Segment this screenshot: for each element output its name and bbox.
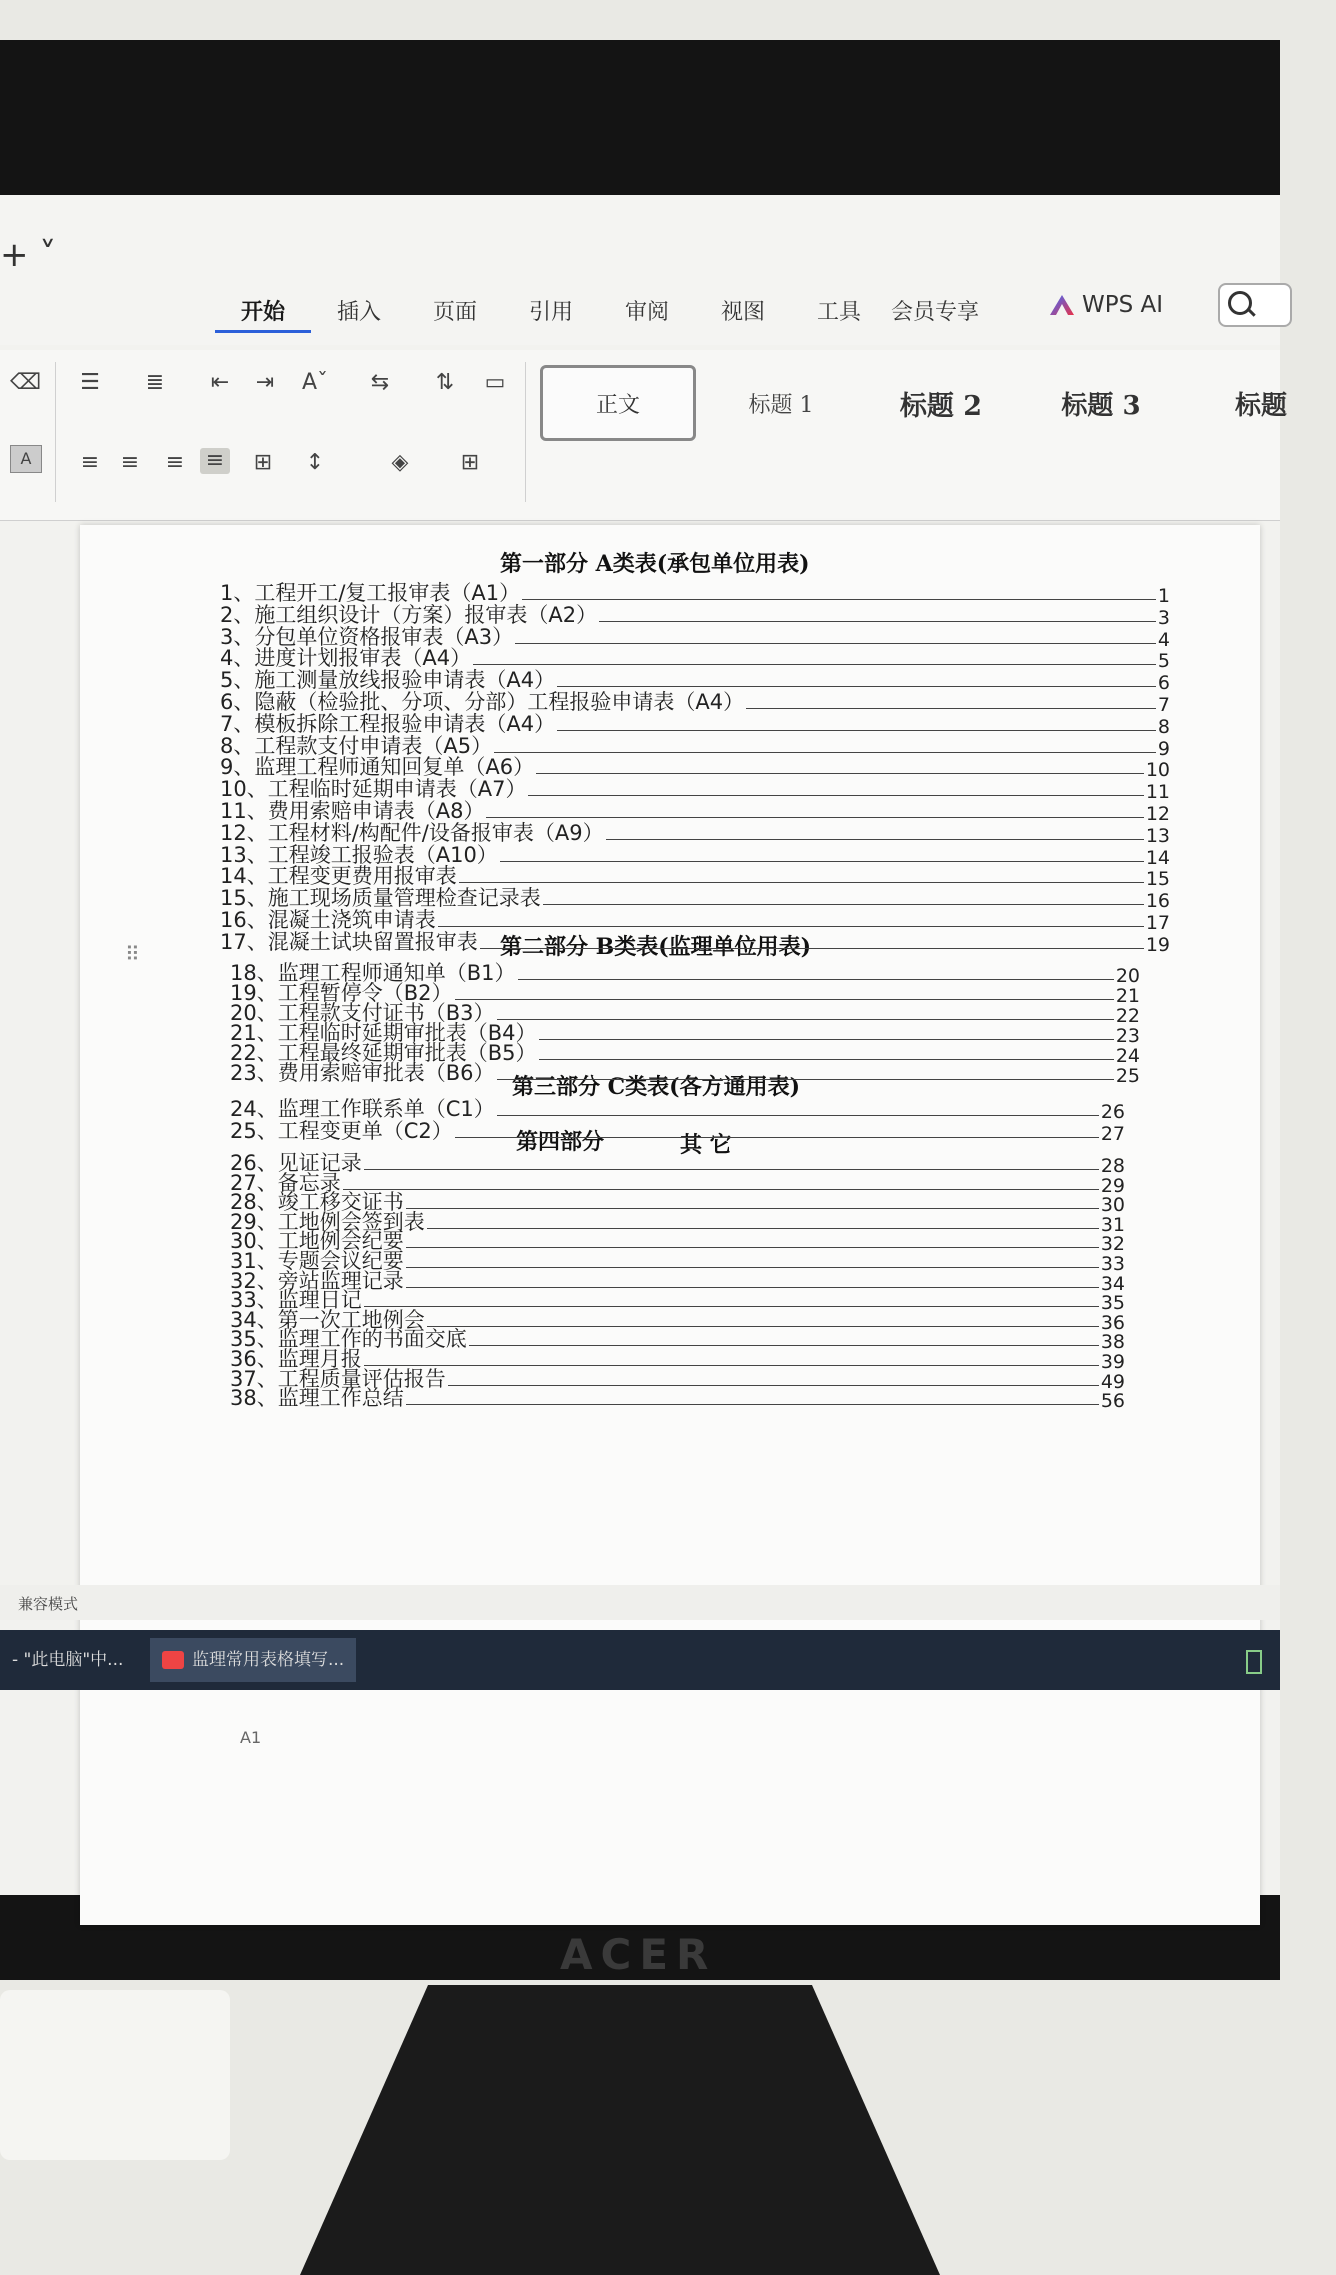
toc-entry-page: 19 [1145,933,1170,956]
toc-entry-page: 24 [1115,1045,1140,1067]
align-center-icon[interactable]: ≡ [120,450,140,475]
toc-entry-label: 4、进度计划报审表（A4） [220,646,472,671]
toc-entry-page: 5 [1157,650,1170,673]
tab-member[interactable]: 会员专享 [890,300,979,325]
divider [525,362,526,502]
toc-entry-label: 10、工程临时延期申请表（A7） [220,777,527,802]
toc-entry-label: 9、监理工程师通知回复单（A6） [220,755,535,780]
toc-leader-line [455,1137,1099,1138]
borders-icon[interactable]: ⊞ [460,450,480,475]
tab-page[interactable]: 页面 [432,300,477,325]
toc-entry[interactable] [230,1057,1140,1087]
screen [0,195,1287,1895]
toc-leader-line [480,948,1144,949]
toc-entry-page: 35 [1100,1292,1125,1315]
align-left-icon[interactable]: ≡ [80,450,100,475]
toc-leader-line [406,1404,1099,1405]
toc-entry-page: 14 [1145,846,1170,869]
tab-references[interactable]: 引用 [528,300,573,325]
toc-entry-label: 8、工程款支付申请表（A5） [220,733,493,758]
style-gallery [540,365,1336,441]
wps-icon [162,1651,184,1669]
drag-handle-icon[interactable]: ⠿ [125,942,140,966]
taskbar-item-wps[interactable] [150,1638,356,1682]
section-heading-d-other: 其 它 [680,1132,732,1158]
toc-entry-page: 16 [1145,890,1170,913]
ribbon-tabs [215,295,983,333]
toc-entry-page: 56 [1100,1390,1125,1413]
page-footer-mark: A1 [240,1728,262,1747]
section-heading-d: 第四部分 [516,1129,605,1155]
toc-entry-label: 31、专题会议纪要 [230,1249,404,1273]
toc-entry-label: 14、工程变更费用报审表 [220,864,457,889]
toc-entry-label: 3、分包单位资格报审表（A3） [220,624,514,649]
taskbar-item-explorer[interactable]: - "此电脑"中... [12,1650,124,1670]
toc-entry-page: 13 [1145,824,1170,847]
toc-entry-label: 32、旁站监理记录 [230,1268,404,1293]
style-heading-1[interactable]: 标题 1 [748,392,814,418]
toc-entry-label: 38、监理工作总结 [230,1386,404,1411]
section-heading-a: 第一部分 A类表(承包单位用表) [500,551,810,577]
wps-ai-icon [1050,295,1074,315]
toc-entry[interactable] [230,1115,1125,1145]
toc-entry-page: 49 [1100,1370,1125,1393]
toc-entry-page: 39 [1100,1351,1125,1373]
sort-icon[interactable]: ⇅ [435,370,455,395]
style-heading-4[interactable]: 标题 [1234,390,1287,421]
toc-entry-page: 1 [1157,585,1170,607]
toc-entry-label: 26、见证记录 [230,1151,362,1175]
toc-entry-label: 29、工地例会签到表 [230,1209,425,1234]
toc-entry-page: 7 [1157,694,1170,716]
highlight-icon[interactable]: A [10,445,42,473]
toc-entry-label: 25、工程变更单（C2） [230,1119,453,1143]
tab-insert[interactable]: 插入 [336,300,381,325]
style-heading-2[interactable]: 标题 2 [899,390,983,422]
toc-entry-label: 24、监理工作联系单（C1） [230,1097,495,1121]
toc-entry-label: 16、混凝土浇筑申请表 [220,908,436,932]
toc-entry-label: 20、工程款支付证书（B3） [230,1001,495,1025]
new-tab-button[interactable]: + ˅ [0,235,57,275]
wps-ai-button[interactable] [1050,292,1163,318]
toc-entry[interactable] [220,926,1170,956]
text-direction-icon[interactable]: ⇆ [370,370,390,395]
toc-entry-label: 5、施工测量放线报验申请表（A4） [220,668,556,693]
toc-entry-page: 34 [1100,1272,1125,1295]
desk-device [0,1990,230,2160]
tab-review[interactable]: 审阅 [624,300,669,325]
toc-entry-label: 18、监理工程师通知单（B1） [230,961,516,985]
justify-icon[interactable]: ≡ [200,448,230,474]
document-page[interactable] [80,525,1260,1925]
toc-entry-page: 26 [1100,1101,1125,1123]
tab-tools[interactable]: 工具 [816,300,861,325]
search-box[interactable] [1218,283,1292,327]
toc-leader-line [497,1079,1114,1080]
toc-entry-label: 1、工程开工/复工报审表（A1） [220,581,521,605]
toc-entry-label: 2、施工组织设计（方案）报审表（A2） [220,602,598,627]
toc-entry-page: 9 [1157,737,1170,760]
line-spacing-icon[interactable]: ↕ [305,450,325,475]
toc-entry-label: 15、施工现场质量管理检查记录表 [220,886,541,911]
toc-entry-page: 10 [1145,759,1170,782]
align-right-icon[interactable]: ≡ [165,450,185,475]
toc-entry-label: 37、工程质量评估报告 [230,1366,446,1391]
toc-entry-page: 3 [1157,606,1170,629]
toc-entry-label: 22、工程最终延期审批表（B5） [230,1041,537,1065]
toc-entry-label: 23、费用索赔审批表（B6） [230,1061,495,1085]
section-heading-b: 第二部分 B类表(监理单位用表) [500,934,812,960]
monitor-brand-logo: ACER [560,1930,717,1979]
toc-entry-page: 27 [1100,1123,1125,1145]
toc-entry[interactable] [230,1382,1125,1412]
monitor-bezel [0,40,1287,1980]
toc-entry-page: 38 [1100,1331,1125,1354]
toc-entry-label: 7、模板拆除工程报验申请表（A4） [220,711,556,736]
toc-entry-page: 8 [1157,715,1170,738]
decrease-indent-icon[interactable]: ⇤ [210,370,230,395]
toc-entry-page: 36 [1100,1311,1125,1334]
toc-entry-label: 33、监理日记 [230,1288,362,1313]
toc-entry-page: 20 [1115,965,1140,987]
toc-entry-page: 4 [1157,628,1170,651]
toc-entry-page: 11 [1145,781,1170,804]
bullet-list-icon[interactable]: ☰ [80,370,100,395]
ribbon-tab-bar [0,195,1280,345]
wps-ai-label: WPS AI [1082,292,1164,318]
toc-entry-page: 33 [1100,1253,1125,1275]
toc-entry-label: 36、监理月报 [230,1347,362,1371]
toc-entry-page: 30 [1100,1194,1125,1217]
toc-entry-label: 27、备忘录 [230,1170,341,1195]
taskbar-item-wps-label: 监理常用表格填写... [192,1650,345,1670]
toc-entry-label: 21、工程临时延期审批表（B4） [230,1021,537,1045]
toc-entry-label: 17、混凝土试块留置报审表 [220,929,478,954]
toc-entry-label: 6、隐蔽（检验批、分项、分部）工程报验申请表（A4） [220,690,745,714]
toc-entry-page: 17 [1145,912,1170,934]
toc-entry-label: 35、监理工作的书面交底 [230,1327,467,1352]
toc-entry-page: 25 [1115,1065,1140,1087]
monitor-stand [300,1985,940,2275]
toc-entry-label: 30、工地例会纪要 [230,1229,404,1254]
divider [55,362,56,502]
toc-entry-label: 34、第一次工地例会 [230,1307,425,1332]
toc-entry-page: 6 [1157,672,1170,695]
shading-icon[interactable]: ◈ [391,450,409,475]
eraser-icon[interactable]: ⌫ [10,370,42,395]
toc-entry-page: 28 [1100,1155,1125,1177]
distribute-icon[interactable]: ⊞ [253,450,273,475]
toc-entry-label: 28、竣工移交证书 [230,1190,404,1215]
toc-entry-page: 21 [1115,985,1140,1007]
increase-indent-icon[interactable]: ⇥ [255,370,275,395]
taskbar [0,1630,1280,1690]
toc-entry-label: 13、工程竣工报验表（A10） [220,842,498,867]
status-bar [0,1585,1280,1620]
numbered-list-icon[interactable]: ≣ [145,370,165,395]
battery-icon [1246,1650,1262,1674]
toc-entry-page: 15 [1145,868,1170,891]
section-heading-c: 第三部分 C类表(各方通用表) [512,1074,800,1100]
toc-entry-page: 22 [1115,1005,1140,1027]
toc-entry-label: 12、工程材料/构配件/设备报审表（A9） [220,820,604,845]
style-heading-3[interactable]: 标题 3 [1061,390,1141,421]
toc-entry-page: 12 [1145,803,1170,825]
show-marks-icon[interactable]: ▭ [484,370,506,395]
toc-entry-page: 31 [1100,1213,1125,1236]
font-case-icon[interactable]: Aˇ [301,370,329,395]
compat-mode-label: 兼容模式 [18,1595,79,1613]
toc-entry-page: 32 [1100,1233,1125,1256]
search-icon [1228,291,1252,315]
toc-entry-page: 23 [1115,1025,1140,1047]
tab-view[interactable]: 视图 [720,300,765,325]
toc-entry-page: 29 [1100,1174,1125,1197]
style-normal[interactable]: 正文 [540,365,696,441]
tab-home[interactable]: 开始 [215,295,311,333]
toc-entry-label: 19、工程暂停令（B2） [230,981,453,1005]
toc-entry-label: 11、费用索赔申请表（A8） [220,799,485,823]
